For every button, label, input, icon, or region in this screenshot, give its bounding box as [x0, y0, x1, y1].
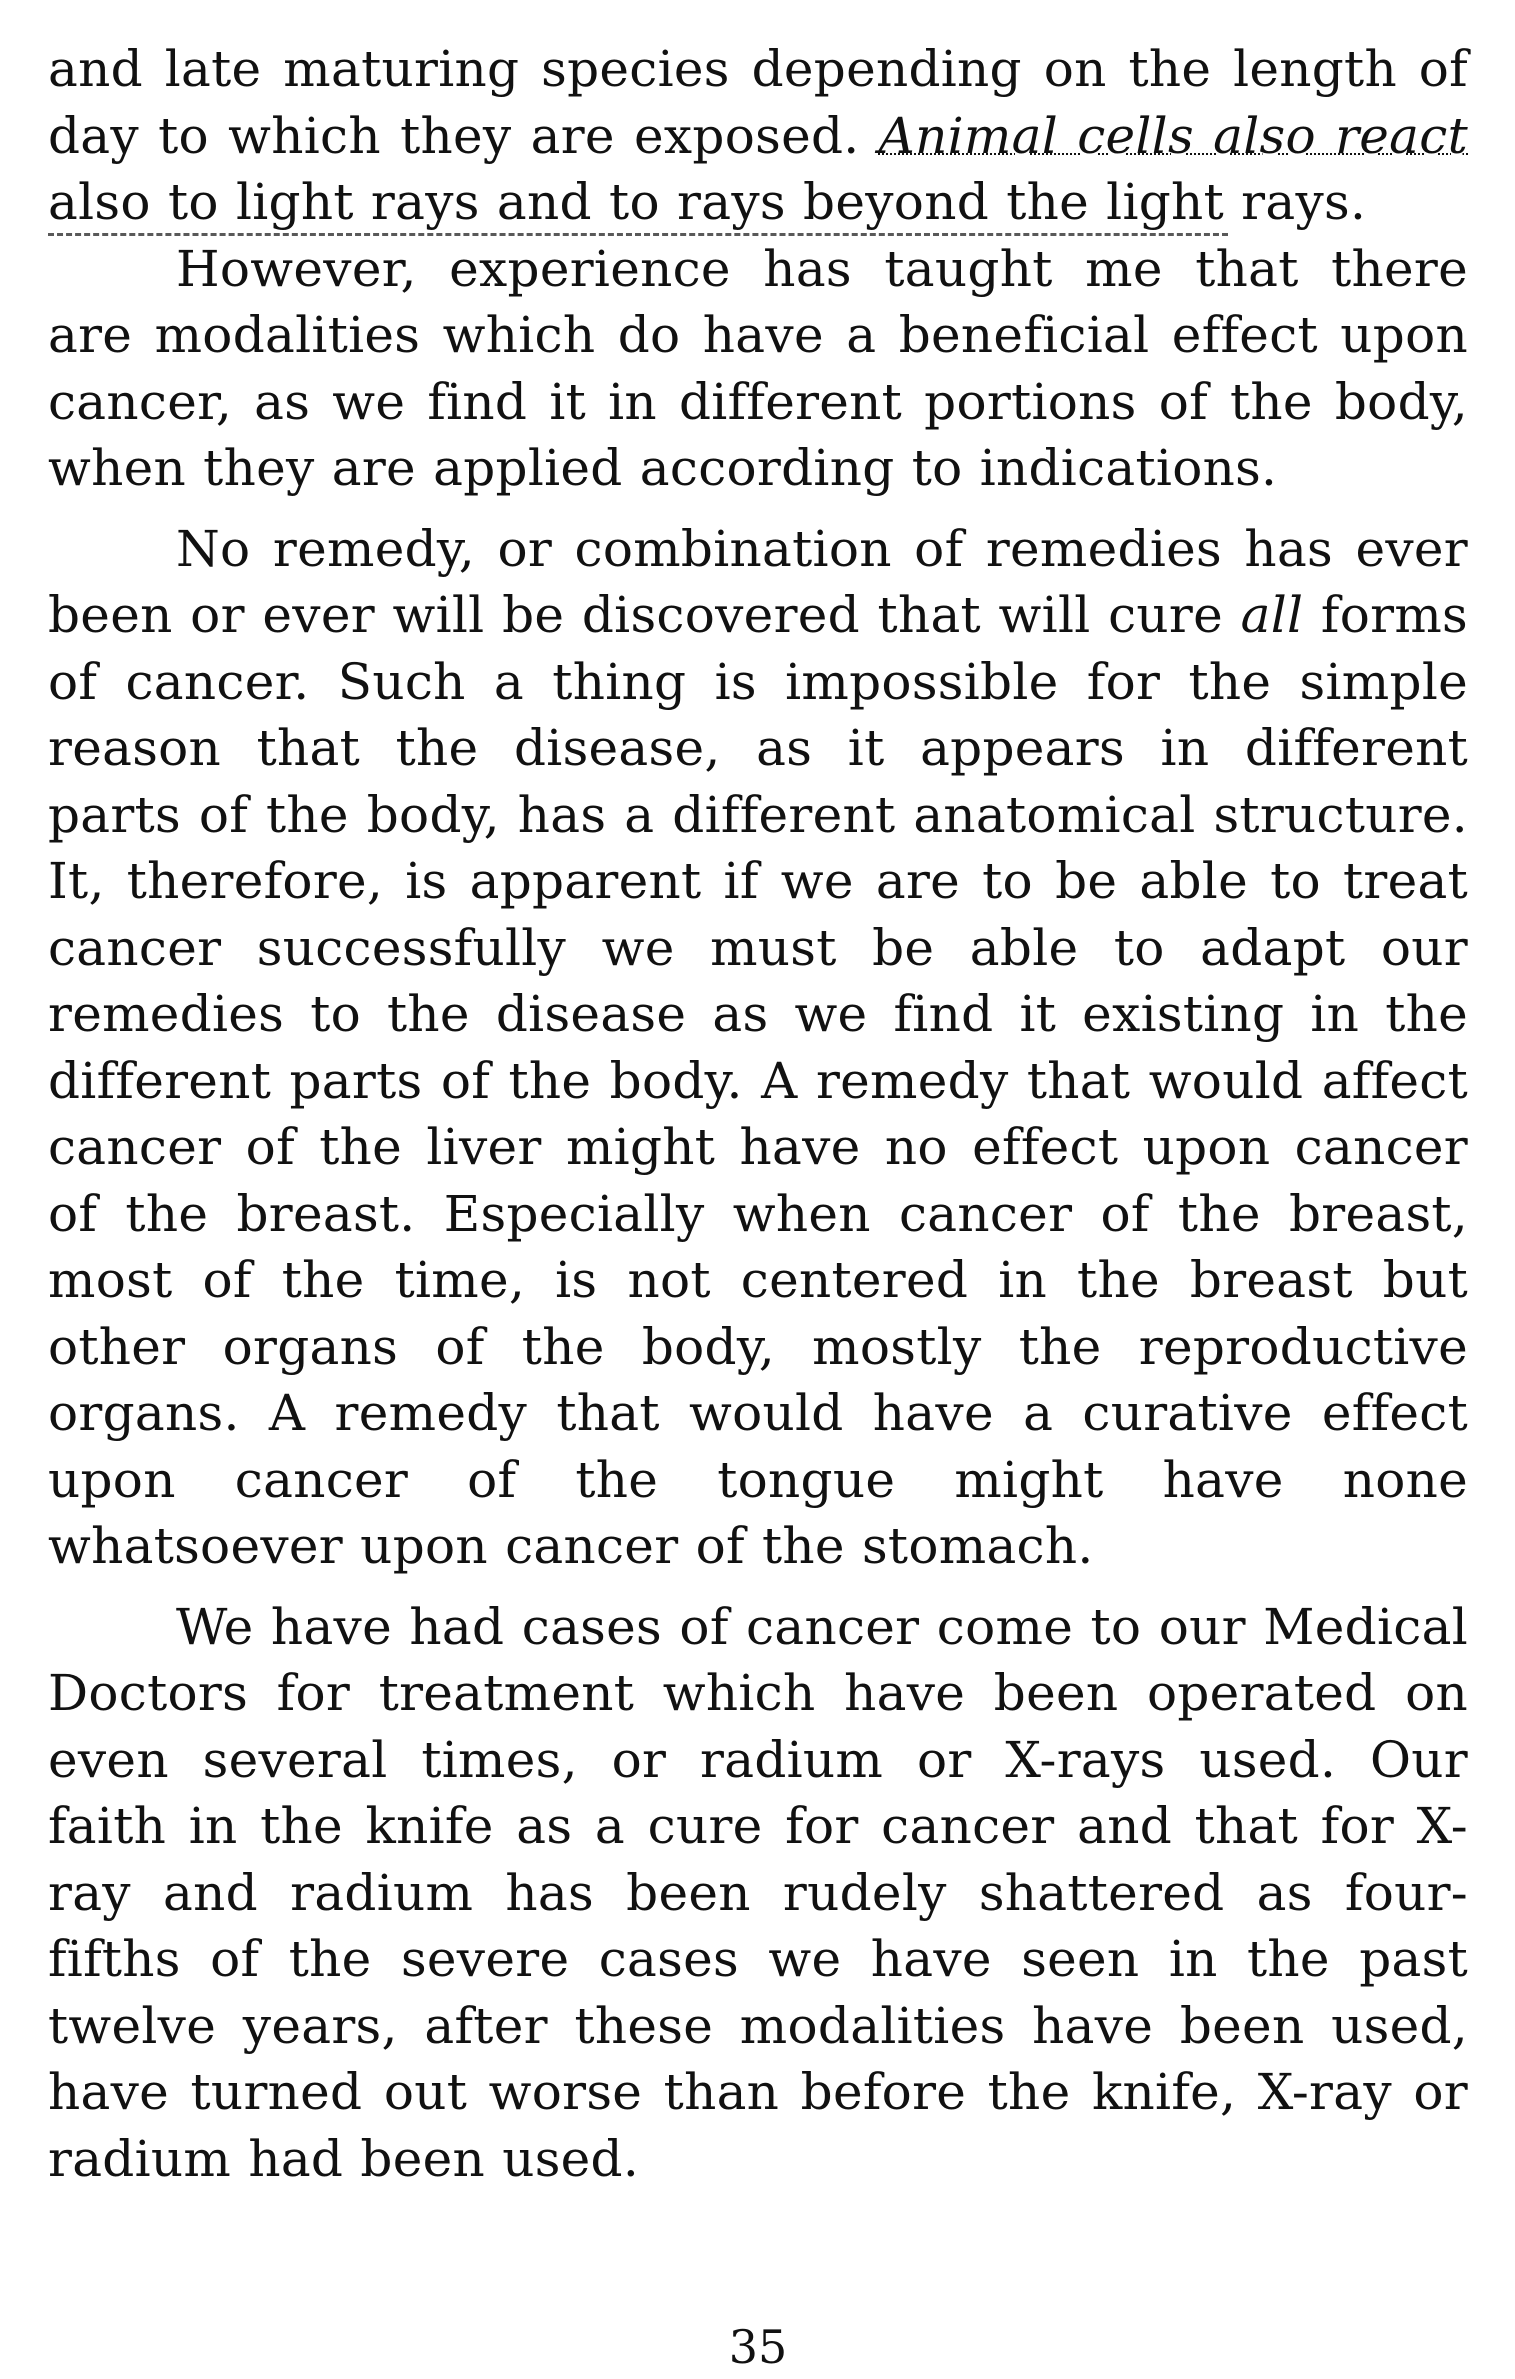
page-number: 35 — [728, 2320, 788, 2374]
dashed-underline-annotation — [48, 233, 1228, 236]
paragraph-1-text-after: also to light rays and to rays beyond the light rays. — [48, 173, 1367, 231]
paragraph-3-text-before: No remedy, or combination of remedies has ever been or ever will be discovered that will cure — [48, 519, 1468, 644]
book-page — [48, 36, 1468, 2374]
paragraph-no-remedy — [48, 516, 1468, 1580]
emphasis-all: all — [1240, 586, 1304, 644]
paragraph-continuation — [48, 36, 1468, 236]
paragraph-cases: We have had cases of cancer come to our Medical Doctors for treatment which have been operated on even several times, or radium or X-rays used. Our faith in the knife as a cure for cancer and that for X-ray and radium has been rudely shattered as four-fifths of the severe cases we have seen in the past twelve years, after these modalities have been used, have turned out worse than before the knife, X-ray or radium had been used. — [48, 1597, 1468, 2188]
paragraph-3-text-after: forms of cancer. Such a thing is impossible for the simple reason that the disease, as it appears in different parts of the body, has a different anatomical structure. It, therefore, is apparent if we are to be able to treat cancer successfully we must be able to adapt our remedies to the disease as we find it existing in the different parts of the body. A remedy that would affect cancer of the liver might have no effect upon cancer of the breast. Especially when cancer of the breast, most of the time, is not centered in the breast but other organs of the body, mostly the reproductive organs. A remedy that would have a curative effect upon cancer of the tongue might have none whatsoever upon cancer of the stomach. — [48, 586, 1468, 1575]
paragraph-1-text-before: and late maturing species depending on the length of day to which they are exposed. — [48, 40, 1468, 165]
paragraph-modalities: However, experience has taught me that there are modalities which do have a beneficial effect upon cancer, as we find it in different portions of the body, when they are applied according to indications. — [48, 239, 1468, 497]
handwritten-annotation: Animal cells also react — [878, 106, 1468, 165]
